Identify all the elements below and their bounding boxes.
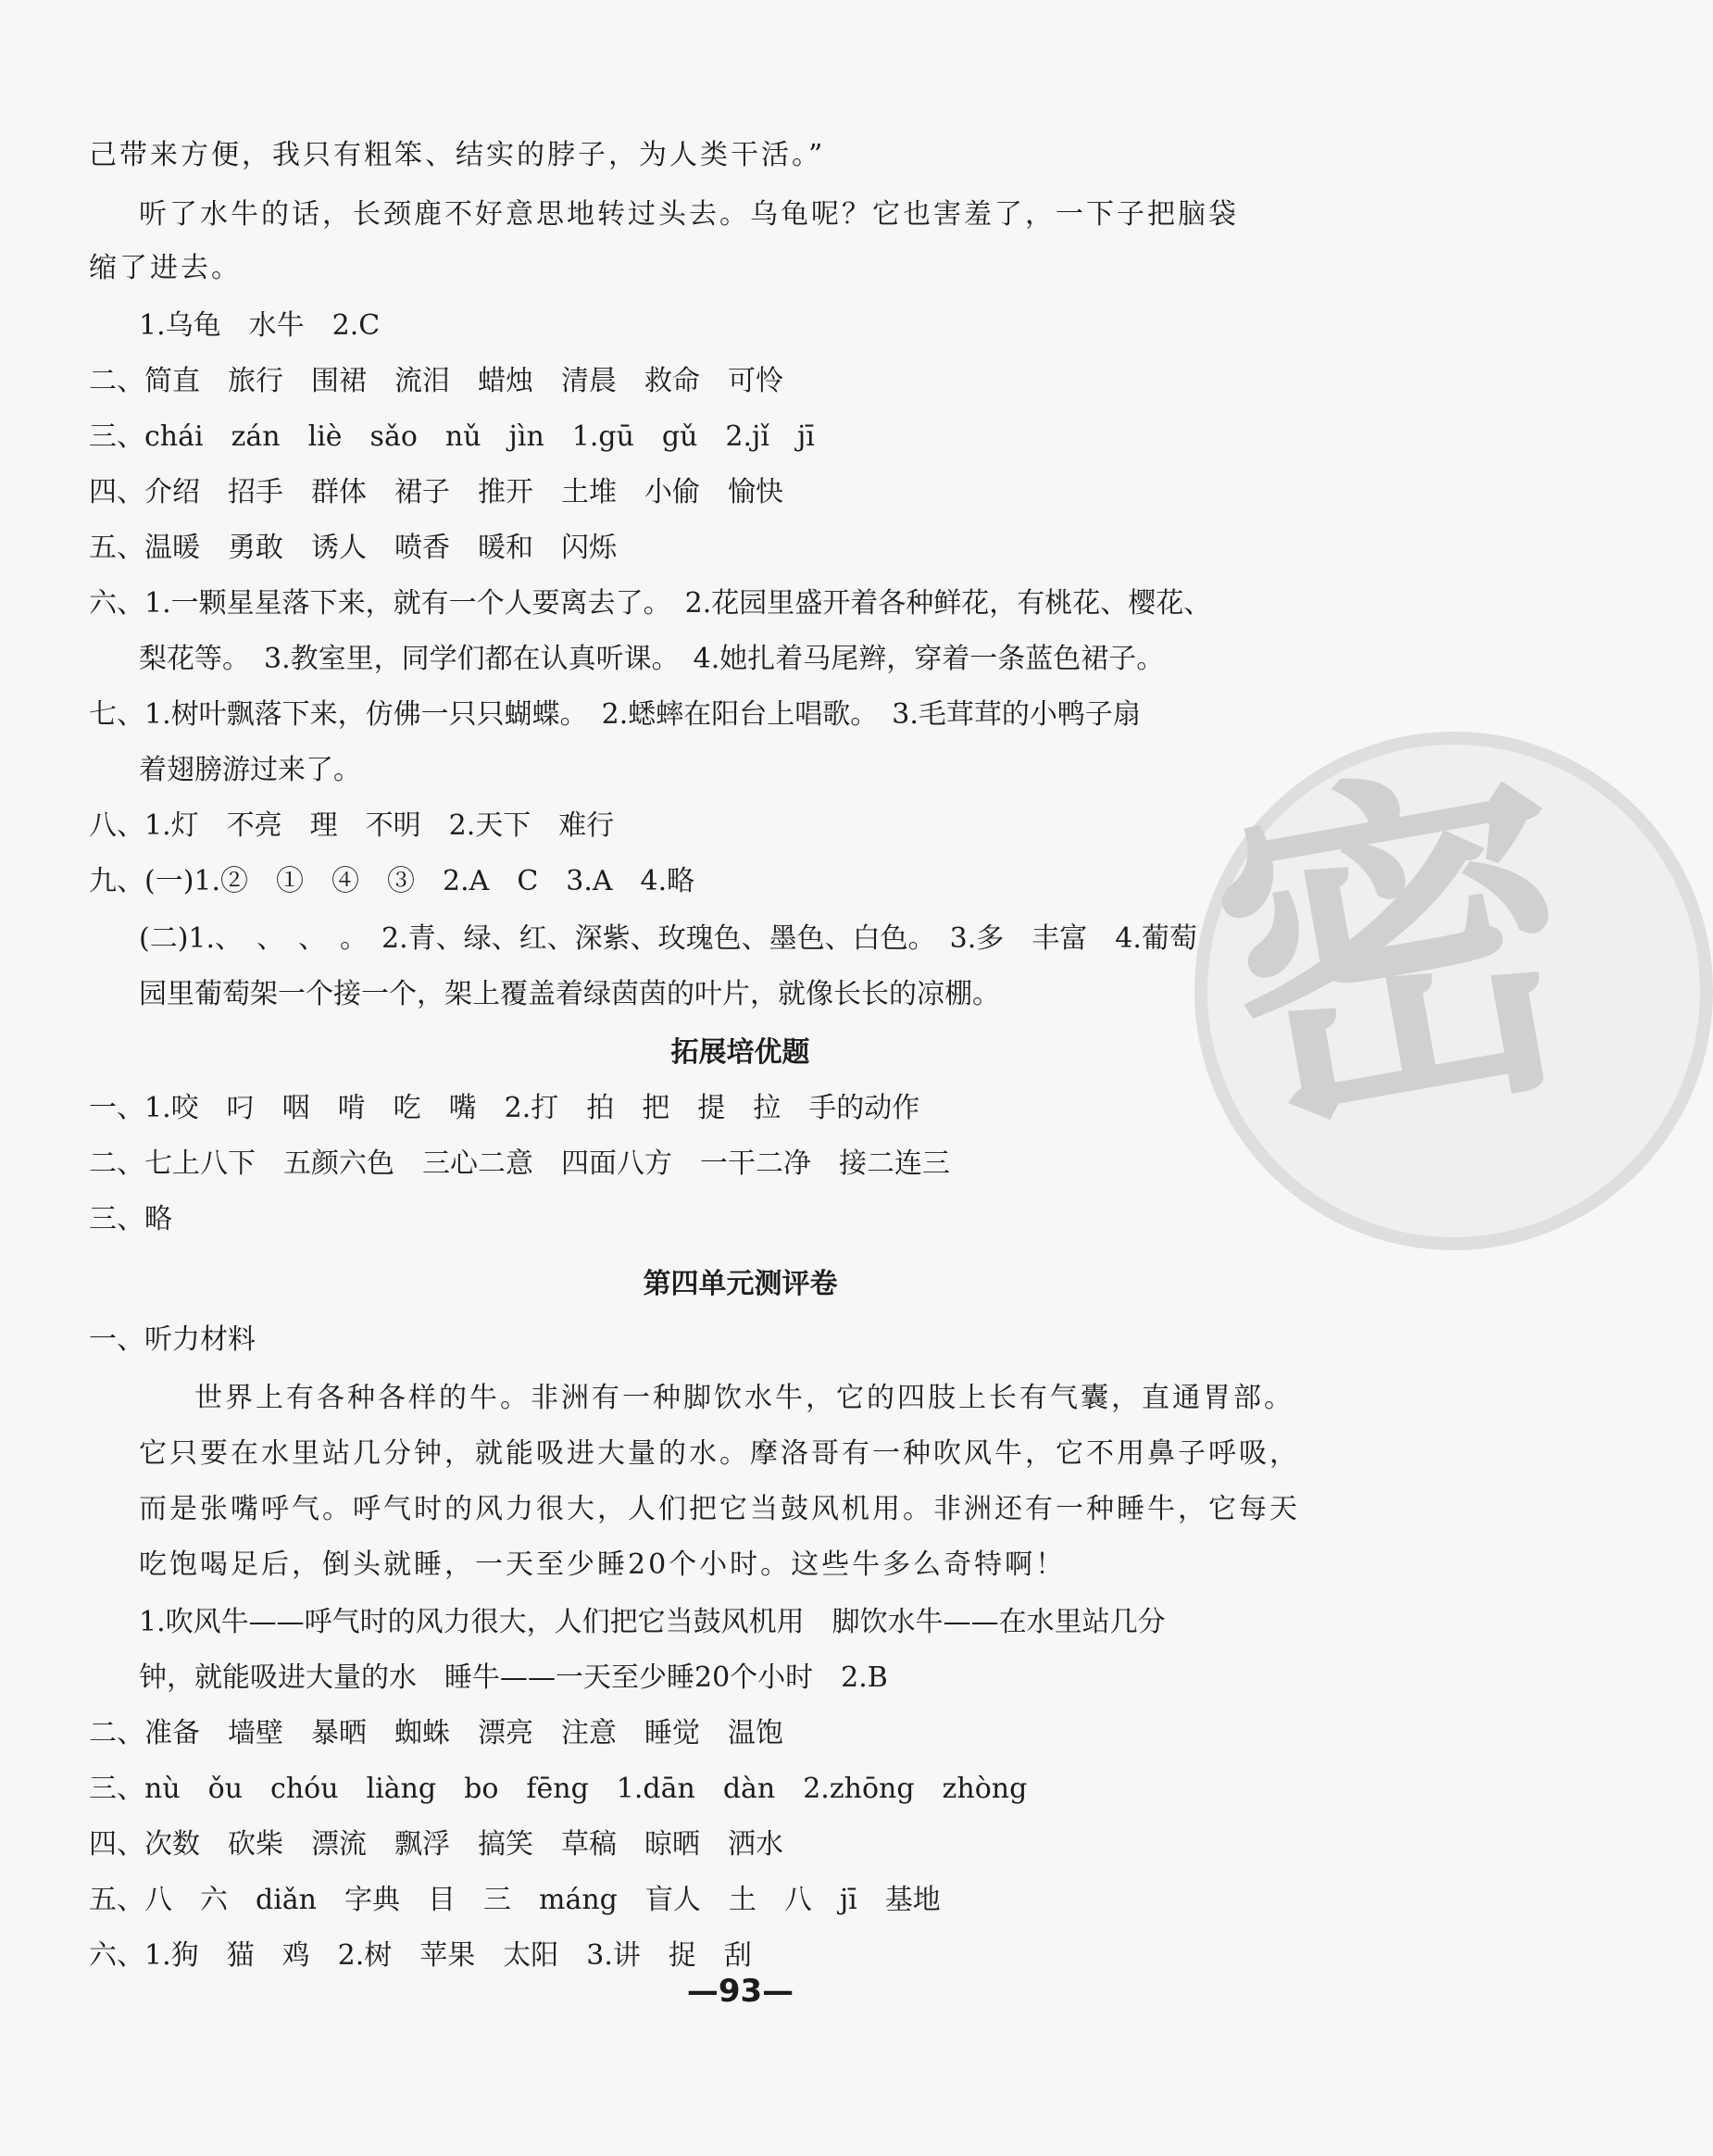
answer-line: 一、1.咬 叼 咽 啃 吃 嘴 2.打 拍 把 提 拉 手的动作	[89, 1092, 920, 1124]
section-heading: 拓展培优题	[670, 1036, 810, 1069]
answer-line: 它只要在水里站几分钟，就能吸进大量的水。摩洛哥有一种吹风牛，它不用鼻子呼吸，	[139, 1437, 1300, 1470]
answer-line: 而是张嘴呼气。呼气时的风力很大，人们把它当鼓风机用。非洲还有一种睡牛，它每天	[139, 1493, 1300, 1525]
answer-line: 听了水牛的话，长颈鹿不好意思地转过头去。乌龟呢？它也害羞了，一下子把脑袋	[139, 198, 1239, 231]
answer-line: 己带来方便，我只有粗笨、结实的脖子，为人类干活。”	[89, 139, 826, 171]
answer-line: 六、1.一颗星星落下来，就有一个人要离去了。 2.花园里盛开着各种鲜花，有桃花、樱花、	[89, 587, 1212, 620]
answer-line: 五、温暖 勇敢 诱人 喷香 暖和 闪烁	[89, 532, 617, 564]
answer-line: 世界上有各种各样的牛。非洲有一种脚饮水牛，它的四肢上长有气囊，直通胃部。	[194, 1382, 1294, 1414]
answer-line: 九、(一)1.② ① ④ ③ 2.A C 3.A 4.略	[89, 865, 695, 897]
answer-line: 三、chái zán liè sǎo nǔ jìn 1.gū gǔ 2.jǐ jī	[89, 420, 815, 453]
answer-line: (二)1.、 、 、 。 2.青、绿、红、深紫、玫瑰色、墨色、白色。 3.多 丰富 4.葡萄	[139, 922, 1197, 955]
answer-line: 1.吹风牛——呼气时的风力很大，人们把它当鼓风机用 脚饮水牛——在水里站几分	[139, 1606, 1166, 1638]
answer-line: 四、介绍 招手 群体 裙子 推开 土堆 小偷 愉快	[89, 476, 783, 508]
answer-line: 八、1.灯 不亮 理 不明 2.天下 难行	[89, 809, 615, 842]
watermark-glyph: 密	[1189, 721, 1607, 1186]
answer-line: 七、1.树叶飘落下来，仿佛一只只蝴蝶。 2.蟋蟀在阳台上唱歌。 3.毛茸茸的小鸭子扇	[89, 698, 1141, 731]
answer-line: 二、简直 旅行 围裙 流泪 蜡烛 清晨 救命 可怜	[89, 365, 783, 397]
answer-line: 六、1.狗 猫 鸡 2.树 苹果 太阳 3.讲 捉 刮	[89, 1939, 752, 1972]
answer-line: 四、次数 砍柴 漂流 飘浮 搞笑 草稿 晾晒 洒水	[89, 1828, 783, 1861]
page-number: —93—	[686, 1973, 794, 2010]
answer-line: 梨花等。 3.教室里，同学们都在认真听课。 4.她扎着马尾辫，穿着一条蓝色裙子。	[139, 643, 1165, 675]
answer-line: 着翅膀游过来了。	[139, 754, 361, 786]
answer-line: 缩了进去。	[89, 252, 242, 284]
answer-line: 二、准备 墙壁 暴晒 蜘蛛 漂亮 注意 睡觉 温饱	[89, 1717, 783, 1749]
answer-line: 吃饱喝足后，倒头就睡，一天至少睡20个小时。这些牛多么奇特啊！	[139, 1548, 1067, 1581]
answer-line: 1.乌龟 水牛 2.C	[139, 309, 381, 342]
answer-line: 三、nù ǒu chóu liàng bo fēng 1.dān dàn 2.zhōng zhòng	[89, 1773, 1028, 1805]
answer-line: 园里葡萄架一个接一个，架上覆盖着绿茵茵的叶片，就像长长的凉棚。	[139, 978, 1000, 1010]
section-heading: 第四单元测评卷	[643, 1268, 838, 1300]
answer-line: 钟，就能吸进大量的水 睡牛——一天至少睡20个小时 2.B	[139, 1661, 888, 1694]
answer-line: 一、听力材料	[89, 1323, 256, 1356]
answer-line: 三、略	[89, 1203, 172, 1235]
answer-line: 五、八 六 diǎn 字典 目 三 máng 盲人 土 八 jī 基地	[89, 1884, 941, 1916]
answer-line: 二、七上八下 五颜六色 三心二意 四面八方 一干二净 接二连三	[89, 1147, 950, 1180]
